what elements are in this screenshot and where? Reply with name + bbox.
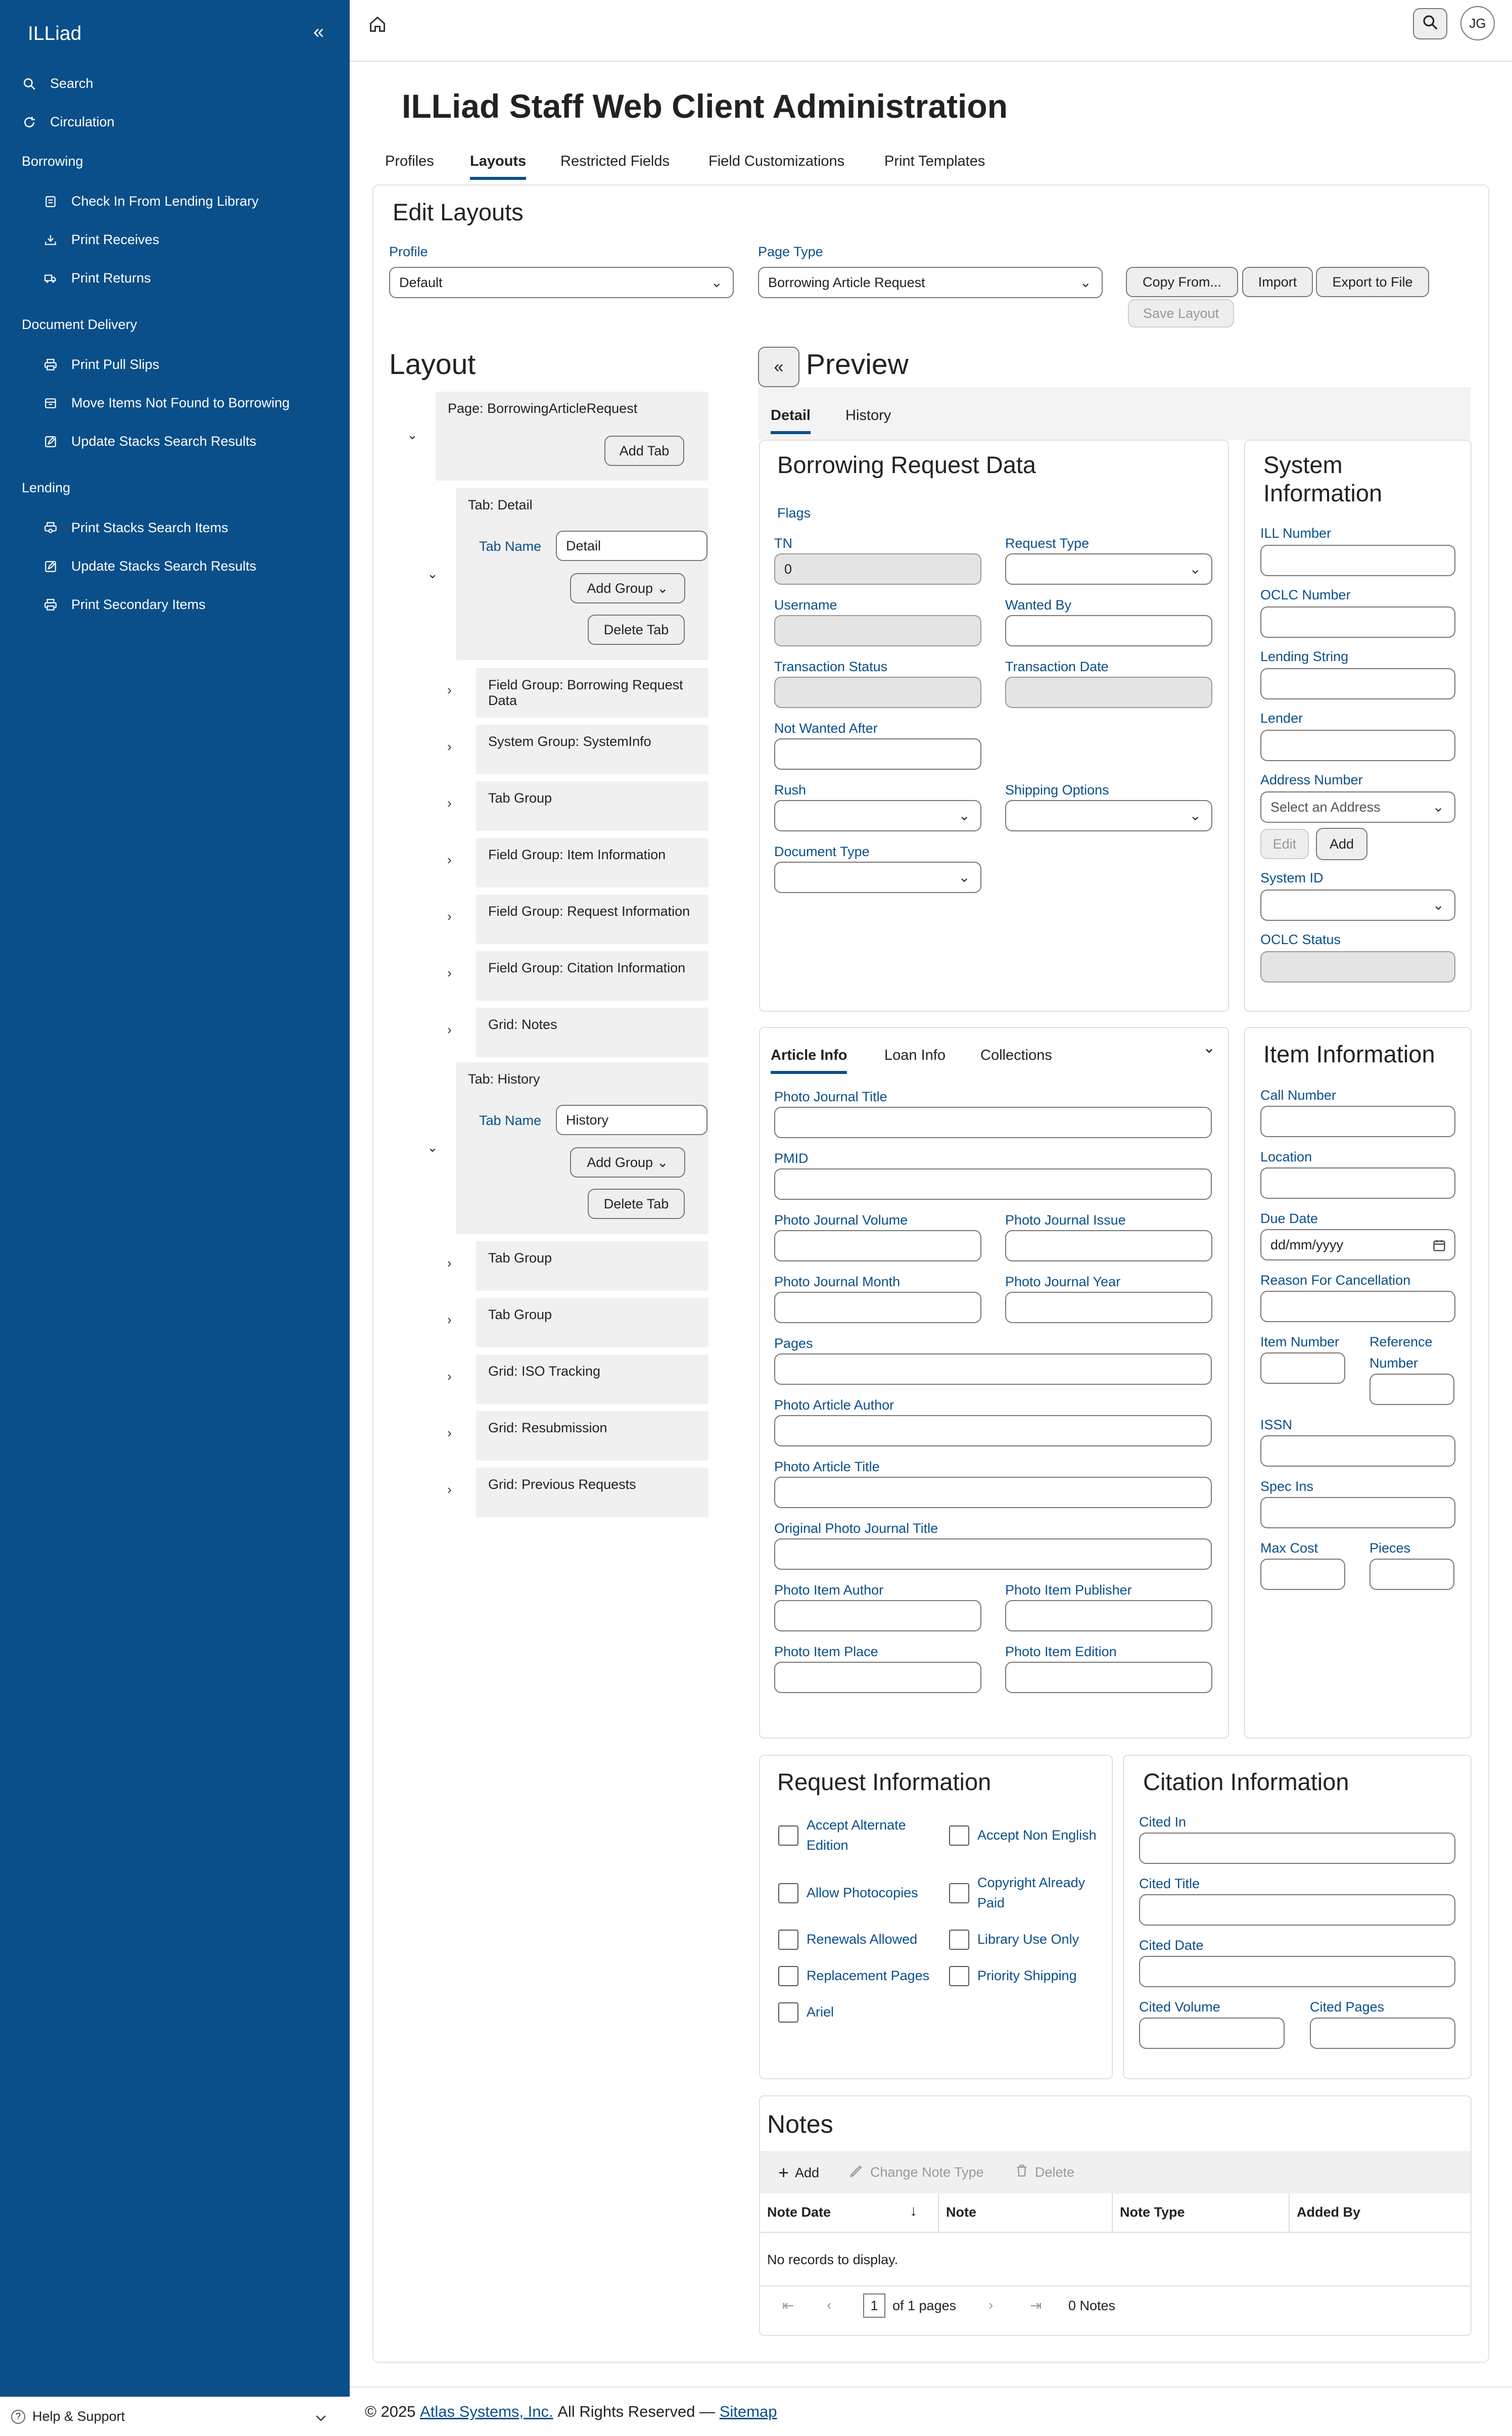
- sidebar-item-update-stacks-lending[interactable]: [43, 558, 256, 574]
- group-node[interactable]: [476, 895, 708, 944]
- expand-chevron-icon[interactable]: ›: [447, 682, 452, 697]
- issn-label: ISSN: [1260, 1417, 1293, 1432]
- not-wanted-after-label: Not Wanted After: [774, 721, 878, 736]
- expand-chevron-icon[interactable]: ›: [447, 739, 452, 754]
- notes-column-header[interactable]: Added By: [1297, 2205, 1361, 2220]
- edit-document-icon: [43, 559, 58, 574]
- lender-label: Lender: [1260, 711, 1303, 726]
- profile-label: Profile: [389, 244, 428, 259]
- help-support-button[interactable]: [0, 2397, 350, 2436]
- add-group-button[interactable]: [570, 1147, 685, 1178]
- page-type-select[interactable]: [758, 267, 1103, 298]
- call-number-input[interactable]: [1260, 1106, 1455, 1137]
- profile-value: Default: [399, 274, 443, 290]
- expand-chevron-icon[interactable]: ›: [447, 795, 452, 811]
- username-input[interactable]: [774, 615, 981, 646]
- cited-in-label: Cited In: [1139, 1814, 1187, 1830]
- last-page-icon[interactable]: ⇥: [1030, 2298, 1042, 2313]
- cited-title-input[interactable]: [1139, 1894, 1455, 1926]
- item-edition-label: Photo Item Edition: [1005, 1644, 1117, 1659]
- tab-profiles[interactable]: Profiles: [385, 153, 434, 169]
- transaction-status-label: Transaction Status: [774, 659, 888, 674]
- cited-date-label: Cited Date: [1139, 1938, 1204, 1953]
- expand-chevron-icon[interactable]: ›: [447, 965, 452, 980]
- sidebar-item-print-secondary[interactable]: [43, 597, 206, 613]
- cited-pages-input[interactable]: [1310, 2018, 1455, 2049]
- notes-table-header: [760, 2193, 1471, 2233]
- lending-string-label: Lending String: [1260, 649, 1349, 664]
- import-button[interactable]: Import: [1242, 267, 1313, 297]
- printer-icon: [43, 357, 58, 372]
- footer: [350, 2386, 1512, 2436]
- expand-chevron-icon[interactable]: ›: [447, 1482, 452, 1497]
- pieces-label: Pieces: [1369, 1540, 1411, 1556]
- column-divider: [938, 2193, 939, 2233]
- expand-chevron-icon[interactable]: ›: [447, 852, 452, 867]
- group-node[interactable]: [476, 1008, 708, 1057]
- issue-label: Photo Journal Issue: [1005, 1212, 1126, 1228]
- due-date-input[interactable]: [1260, 1229, 1455, 1260]
- document-type-label: Document Type: [774, 844, 870, 859]
- cited-date-input[interactable]: [1139, 1956, 1455, 1987]
- accept-alternate-edition-label-line1: Accept Alternate: [807, 1817, 906, 1833]
- chevron-down-icon: ⌄: [656, 1154, 669, 1170]
- group-node-label: Grid: Notes: [488, 1017, 557, 1032]
- oclc-number-label: OCLC Number: [1260, 587, 1351, 602]
- reason-label: Reason For Cancellation: [1260, 1273, 1411, 1288]
- expand-chevron-icon[interactable]: ›: [447, 909, 452, 924]
- location-input[interactable]: [1260, 1167, 1455, 1199]
- replacement-pages-checkbox[interactable]: [778, 1966, 798, 1986]
- request-information-title: Request Information: [777, 1768, 991, 1795]
- add-tab-button[interactable]: Add Tab: [604, 436, 684, 466]
- tab-node-label: Tab: History: [468, 1071, 540, 1087]
- year-input[interactable]: [1005, 1292, 1212, 1323]
- call-number-label: Call Number: [1260, 1088, 1337, 1103]
- renewals-allowed-label: Renewals Allowed: [807, 1932, 918, 1947]
- address-placeholder: Select an Address: [1270, 799, 1381, 815]
- sidebar-item-label: Print Secondary Items: [71, 597, 206, 612]
- add-group-label: Add Group: [587, 1154, 653, 1170]
- address-number-label: Address Number: [1260, 772, 1363, 787]
- address-add-button[interactable]: Add: [1316, 828, 1367, 860]
- rights-text: All Rights Reserved —: [557, 2403, 716, 2420]
- address-edit-button[interactable]: Edit: [1260, 829, 1309, 859]
- shipping-options-label: Shipping Options: [1005, 782, 1109, 798]
- copyright-text: © 2025: [365, 2403, 416, 2420]
- tn-label: TN: [774, 536, 792, 551]
- group-node[interactable]: [476, 781, 708, 831]
- tab-layouts[interactable]: Layouts: [470, 153, 526, 180]
- pencil-icon: [849, 2163, 864, 2182]
- double-chevron-left-icon: «: [774, 357, 784, 377]
- brand-name: ILLiad: [28, 23, 82, 44]
- group-node-label: Grid: ISO Tracking: [488, 1364, 601, 1379]
- request-type-label: Request Type: [1005, 536, 1090, 551]
- help-label: Help & Support: [32, 2409, 125, 2424]
- page-number-input[interactable]: 1: [863, 2293, 885, 2318]
- priority-shipping-label: Priority Shipping: [977, 1968, 1077, 1983]
- shipping-options-select[interactable]: [1005, 800, 1212, 831]
- library-use-only-label: Library Use Only: [977, 1932, 1079, 1947]
- oclc-status-label: OCLC Status: [1260, 932, 1341, 947]
- company-link[interactable]: Atlas Systems, Inc.: [420, 2403, 553, 2420]
- item-edition-input[interactable]: [1005, 1662, 1212, 1693]
- sidebar-item-label: Print Receives: [71, 232, 160, 247]
- edit-document-icon: [43, 434, 58, 449]
- add-group-label: Add Group: [587, 580, 653, 596]
- change-note-type-label: Change Note Type: [870, 2165, 984, 2180]
- notes-add-label: Add: [795, 2165, 820, 2180]
- ill-number-input[interactable]: [1260, 545, 1455, 576]
- printer-search-icon: [43, 521, 58, 536]
- tab-name-input[interactable]: Detail: [556, 531, 707, 561]
- wanted-by-input[interactable]: [1005, 615, 1212, 646]
- sidebar-item-label: Update Stacks Search Results: [71, 558, 257, 574]
- item-place-input[interactable]: [774, 1662, 981, 1693]
- profile-select[interactable]: [389, 267, 734, 298]
- help-icon: ?: [11, 2410, 25, 2424]
- group-node-label: Field Group: Item Information: [488, 847, 666, 862]
- chevron-down-icon: ⌄: [1189, 808, 1201, 823]
- tn-input[interactable]: 0: [774, 553, 981, 585]
- allow-photocopies-label: Allow Photocopies: [807, 1885, 918, 1900]
- calendar-icon[interactable]: [1432, 1238, 1446, 1256]
- document-icon: [43, 194, 58, 209]
- spec-ins-label: Spec Ins: [1260, 1479, 1314, 1494]
- article-author-input[interactable]: [774, 1415, 1212, 1446]
- pieces-input[interactable]: [1369, 1559, 1454, 1590]
- search-icon: [1422, 14, 1438, 34]
- chevron-down-icon: ⌄: [1079, 274, 1092, 290]
- column-divider: [1289, 2193, 1290, 2233]
- tab-field-customizations[interactable]: Field Customizations: [708, 153, 845, 169]
- add-group-button[interactable]: [570, 573, 685, 603]
- sidebar-item-label: Update Stacks Search Results: [71, 434, 257, 449]
- save-layout-button[interactable]: Save Layout: [1128, 299, 1234, 327]
- sidebar-item-circulation[interactable]: [22, 114, 115, 130]
- page-count: of 1 pages: [892, 2298, 957, 2313]
- delete-tab-button[interactable]: Delete Tab: [588, 615, 685, 645]
- rush-label: Rush: [774, 782, 807, 798]
- group-node-label: Tab Group: [488, 1250, 552, 1266]
- notes-column-header[interactable]: Note Date: [767, 2205, 831, 2220]
- page-title: ILLiad Staff Web Client Administration: [402, 87, 1008, 125]
- accept-non-english-checkbox[interactable]: [949, 1825, 969, 1846]
- tab-loan-info[interactable]: Loan Info: [884, 1047, 946, 1063]
- notes-add-button[interactable]: [778, 2162, 819, 2183]
- plus-icon: +: [778, 2162, 789, 2183]
- page-type-value: Borrowing Article Request: [768, 274, 925, 290]
- request-information-panel: [759, 1755, 1113, 2079]
- reference-number-label-line1: Reference: [1369, 1334, 1433, 1349]
- page-type-label: Page Type: [758, 244, 823, 259]
- pages-input[interactable]: [774, 1353, 1212, 1385]
- item-publisher-label: Photo Item Publisher: [1005, 1582, 1132, 1598]
- article-title-input[interactable]: [774, 1477, 1212, 1508]
- system-information-title-line1: System: [1263, 451, 1343, 478]
- photo-journal-title-label: Photo Journal Title: [774, 1089, 887, 1104]
- wanted-by-label: Wanted By: [1005, 597, 1072, 613]
- cited-pages-label: Cited Pages: [1310, 1999, 1385, 2015]
- group-node-label: Tab Group: [488, 790, 552, 806]
- home-icon[interactable]: [368, 15, 387, 37]
- chevron-down-icon: ⌄: [1189, 561, 1201, 577]
- month-label: Photo Journal Month: [774, 1274, 901, 1289]
- chevron-down-icon: [313, 2410, 328, 2429]
- not-wanted-after-input[interactable]: [774, 738, 981, 770]
- borrowing-request-data-title: Borrowing Request Data: [777, 451, 1036, 478]
- citation-information-title: Citation Information: [1143, 1768, 1349, 1795]
- max-cost-input[interactable]: [1260, 1559, 1345, 1590]
- tab-name-label: Tab Name: [479, 539, 542, 554]
- allow-photocopies-checkbox[interactable]: [778, 1883, 798, 1903]
- issn-input[interactable]: [1260, 1435, 1455, 1467]
- item-number-input[interactable]: [1260, 1352, 1345, 1384]
- group-node-label: Tab Group: [488, 1307, 552, 1322]
- flags-link[interactable]: Flags: [777, 505, 811, 521]
- global-search-button[interactable]: [1413, 8, 1447, 39]
- transaction-date-input[interactable]: [1005, 677, 1212, 708]
- item-author-label: Photo Item Author: [774, 1582, 884, 1598]
- chevron-down-icon: ⌄: [1432, 897, 1444, 913]
- replacement-pages-label: Replacement Pages: [807, 1968, 930, 1983]
- expand-chevron-icon[interactable]: ›: [447, 1022, 452, 1037]
- tab-node-label: Tab: Detail: [468, 497, 533, 512]
- group-node-label: Grid: Previous Requests: [488, 1477, 636, 1492]
- next-page-icon[interactable]: ›: [988, 2297, 994, 2313]
- transaction-date-label: Transaction Date: [1005, 659, 1109, 674]
- preview-tab-detail[interactable]: Detail: [771, 407, 811, 434]
- rush-select[interactable]: [774, 800, 981, 831]
- sidebar-item-label: Print Pull Slips: [71, 357, 160, 372]
- group-node[interactable]: [476, 1241, 708, 1291]
- system-id-label: System ID: [1260, 870, 1324, 885]
- volume-label: Photo Journal Volume: [774, 1212, 908, 1228]
- reference-number-input[interactable]: [1369, 1374, 1454, 1405]
- tab-collections[interactable]: Collections: [980, 1047, 1052, 1063]
- sidebar-item-check-in[interactable]: [43, 194, 259, 209]
- article-author-label: Photo Article Author: [774, 1397, 894, 1413]
- pages-label: Pages: [774, 1336, 813, 1351]
- photo-journal-title-input[interactable]: [774, 1107, 1212, 1138]
- sidebar-item-label: Print Returns: [71, 270, 151, 286]
- notes-empty-message: No records to display.: [767, 2252, 899, 2267]
- original-title-label: Original Photo Journal Title: [774, 1521, 938, 1536]
- delete-tab-button[interactable]: Delete Tab: [588, 1189, 685, 1219]
- accept-non-english-label: Accept Non English: [977, 1828, 1097, 1843]
- priority-shipping-checkbox[interactable]: [949, 1966, 969, 1986]
- collapse-sidebar-icon[interactable]: «: [313, 21, 324, 42]
- sidebar-heading-document-delivery: Document Delivery: [22, 317, 137, 332]
- accept-alternate-edition-label-line2: Edition: [807, 1838, 848, 1853]
- cited-in-input[interactable]: [1139, 1833, 1455, 1864]
- tab-print-templates[interactable]: Print Templates: [884, 153, 985, 169]
- sidebar-item-print-stacks-search[interactable]: [43, 520, 228, 536]
- column-divider: [1112, 2193, 1113, 2233]
- system-id-select[interactable]: [1260, 889, 1455, 921]
- collapse-preview-button[interactable]: [758, 347, 799, 387]
- sidebar-item-print-returns[interactable]: [43, 270, 151, 286]
- preview-title: Preview: [806, 348, 909, 381]
- tab-restricted-fields[interactable]: Restricted Fields: [560, 153, 670, 169]
- group-node[interactable]: [476, 1468, 708, 1517]
- year-label: Photo Journal Year: [1005, 1274, 1121, 1289]
- library-use-only-checkbox[interactable]: [949, 1930, 969, 1950]
- cited-volume-label: Cited Volume: [1139, 1999, 1220, 2015]
- group-node[interactable]: [476, 725, 708, 774]
- group-node-label: Field Group: Borrowing Request Data: [488, 677, 683, 708]
- item-author-input[interactable]: [774, 1600, 981, 1631]
- renewals-allowed-checkbox[interactable]: [778, 1930, 798, 1950]
- sidebar-item-label: Check In From Lending Library: [71, 194, 259, 209]
- chevron-down-icon: ⌄: [958, 869, 970, 885]
- delete-note-label: Delete: [1035, 2165, 1075, 2180]
- max-cost-label: Max Cost: [1260, 1540, 1318, 1556]
- sidebar-item-label: Circulation: [50, 114, 115, 129]
- sidebar-item-print-receives[interactable]: [43, 232, 159, 248]
- cited-title-label: Cited Title: [1139, 1876, 1200, 1891]
- group-node-label: Field Group: Citation Information: [488, 960, 686, 975]
- address-number-select[interactable]: [1260, 791, 1455, 823]
- sidebar-item-move-items[interactable]: [43, 395, 290, 411]
- sidebar-item-search[interactable]: [22, 76, 93, 91]
- change-note-type-button[interactable]: [849, 2163, 984, 2182]
- transaction-status-input[interactable]: [774, 677, 981, 708]
- group-node[interactable]: [476, 1411, 708, 1461]
- copyright-paid-label-line1: Copyright Already: [977, 1875, 1085, 1890]
- notes-count: 0 Notes: [1068, 2298, 1116, 2313]
- group-node-label: Grid: Resubmission: [488, 1420, 607, 1435]
- ariel-checkbox[interactable]: [778, 2002, 798, 2023]
- cited-volume-input[interactable]: [1139, 2018, 1285, 2049]
- copyright-paid-label-line2: Paid: [977, 1895, 1005, 1910]
- reason-input[interactable]: [1260, 1291, 1455, 1322]
- notes-column-header[interactable]: Note Type: [1120, 2205, 1185, 2220]
- preview-tab-history[interactable]: History: [845, 407, 891, 424]
- notes-title: Notes: [767, 2110, 833, 2138]
- sidebar-heading-borrowing: Borrowing: [22, 154, 83, 169]
- sidebar-item-update-stacks[interactable]: [43, 434, 256, 449]
- page-node-label: Page: BorrowingArticleRequest: [448, 401, 638, 416]
- user-avatar[interactable]: JG: [1460, 6, 1495, 40]
- expand-chevron-icon[interactable]: ›: [447, 1425, 452, 1440]
- sidebar-heading-lending: Lending: [22, 480, 71, 495]
- lending-string-input[interactable]: [1260, 668, 1455, 699]
- copy-from-button[interactable]: Copy From...: [1126, 267, 1238, 297]
- archive-icon: [43, 396, 58, 411]
- chevron-down-icon: ⌄: [958, 808, 970, 823]
- sidebar-item-label: Search: [50, 76, 93, 91]
- expand-chevron-icon[interactable]: ›: [447, 1312, 452, 1327]
- pmid-input[interactable]: [774, 1168, 1212, 1200]
- notes-column-header[interactable]: Note: [946, 2205, 976, 2220]
- sitemap-link[interactable]: Sitemap: [719, 2403, 777, 2420]
- lender-input[interactable]: [1260, 730, 1455, 761]
- chevron-down-icon: ⌄: [1432, 799, 1444, 815]
- month-input[interactable]: [774, 1292, 981, 1323]
- copyright-paid-checkbox[interactable]: [949, 1883, 969, 1903]
- group-node[interactable]: [476, 668, 708, 718]
- first-page-icon[interactable]: ⇤: [782, 2298, 794, 2313]
- collapse-chevron-icon[interactable]: ⌄: [427, 1140, 438, 1155]
- expand-chevron-icon[interactable]: ›: [447, 1255, 452, 1271]
- item-publisher-input[interactable]: [1005, 1600, 1212, 1631]
- accept-alternate-edition-checkbox[interactable]: [778, 1825, 798, 1846]
- volume-input[interactable]: [774, 1230, 981, 1261]
- expand-chevron-icon[interactable]: ›: [447, 1369, 452, 1384]
- group-node-label: System Group: SystemInfo: [488, 734, 651, 749]
- reference-number-label-line2: Number: [1369, 1355, 1419, 1371]
- group-node-label: Field Group: Request Information: [488, 904, 690, 919]
- group-node[interactable]: [476, 951, 708, 1001]
- tab-name-label: Tab Name: [479, 1113, 542, 1128]
- due-date-label: Due Date: [1260, 1211, 1318, 1226]
- item-place-label: Photo Item Place: [774, 1644, 878, 1659]
- sidebar-item-label: Move Items Not Found to Borrowing: [71, 395, 290, 410]
- sidebar-item-print-pull-slips[interactable]: [43, 357, 159, 372]
- chevron-down-icon: ⌄: [711, 274, 723, 290]
- request-type-select[interactable]: [1005, 553, 1212, 585]
- tab-name-input[interactable]: History: [556, 1105, 707, 1135]
- item-number-label: Item Number: [1260, 1334, 1340, 1349]
- oclc-status-input[interactable]: [1260, 951, 1455, 982]
- search-icon: [22, 76, 37, 91]
- ill-number-label: ILL Number: [1260, 526, 1332, 541]
- system-information-title-line2: Information: [1263, 480, 1383, 506]
- group-node[interactable]: [476, 838, 708, 887]
- chevron-down-icon: ⌄: [656, 580, 669, 596]
- collapse-chevron-icon[interactable]: ⌄: [407, 427, 418, 442]
- collapse-chevron-icon[interactable]: ⌄: [427, 566, 438, 581]
- trash-icon: [1015, 2163, 1029, 2182]
- original-title-input[interactable]: [774, 1538, 1212, 1570]
- top-bar: [350, 0, 1512, 62]
- ariel-label: Ariel: [807, 2004, 834, 2020]
- notes-divider: [760, 2285, 1471, 2286]
- edit-layouts-title: Edit Layouts: [393, 199, 524, 225]
- truck-icon: [43, 271, 58, 286]
- spec-ins-input[interactable]: [1260, 1497, 1455, 1528]
- delete-note-button[interactable]: [1015, 2163, 1074, 2182]
- document-type-select[interactable]: [774, 862, 981, 893]
- sidebar-item-label: Print Stacks Search Items: [71, 520, 228, 535]
- download-tray-icon: [43, 232, 58, 248]
- group-node[interactable]: [476, 1298, 708, 1347]
- sidebar: [0, 0, 350, 2436]
- printer-icon: [43, 597, 58, 613]
- prev-page-icon[interactable]: ‹: [827, 2297, 832, 2313]
- tab-article-info[interactable]: Article Info: [771, 1047, 847, 1074]
- location-label: Location: [1260, 1149, 1312, 1164]
- export-to-file-button[interactable]: Export to File: [1316, 267, 1429, 297]
- oclc-number-input[interactable]: [1260, 606, 1455, 638]
- due-date-placeholder: dd/mm/yyyy: [1270, 1237, 1344, 1252]
- item-information-title: Item Information: [1263, 1041, 1435, 1067]
- layout-title: Layout: [389, 348, 476, 381]
- pmid-label: PMID: [774, 1151, 809, 1166]
- article-title-label: Photo Article Title: [774, 1459, 880, 1474]
- refresh-icon: [22, 115, 37, 130]
- issue-input[interactable]: [1005, 1230, 1212, 1261]
- username-label: Username: [774, 597, 837, 613]
- group-node[interactable]: [476, 1354, 708, 1404]
- chevron-down-icon[interactable]: ⌄: [1203, 1040, 1216, 1056]
- sort-arrow-down-icon[interactable]: ↓: [910, 2203, 917, 2219]
